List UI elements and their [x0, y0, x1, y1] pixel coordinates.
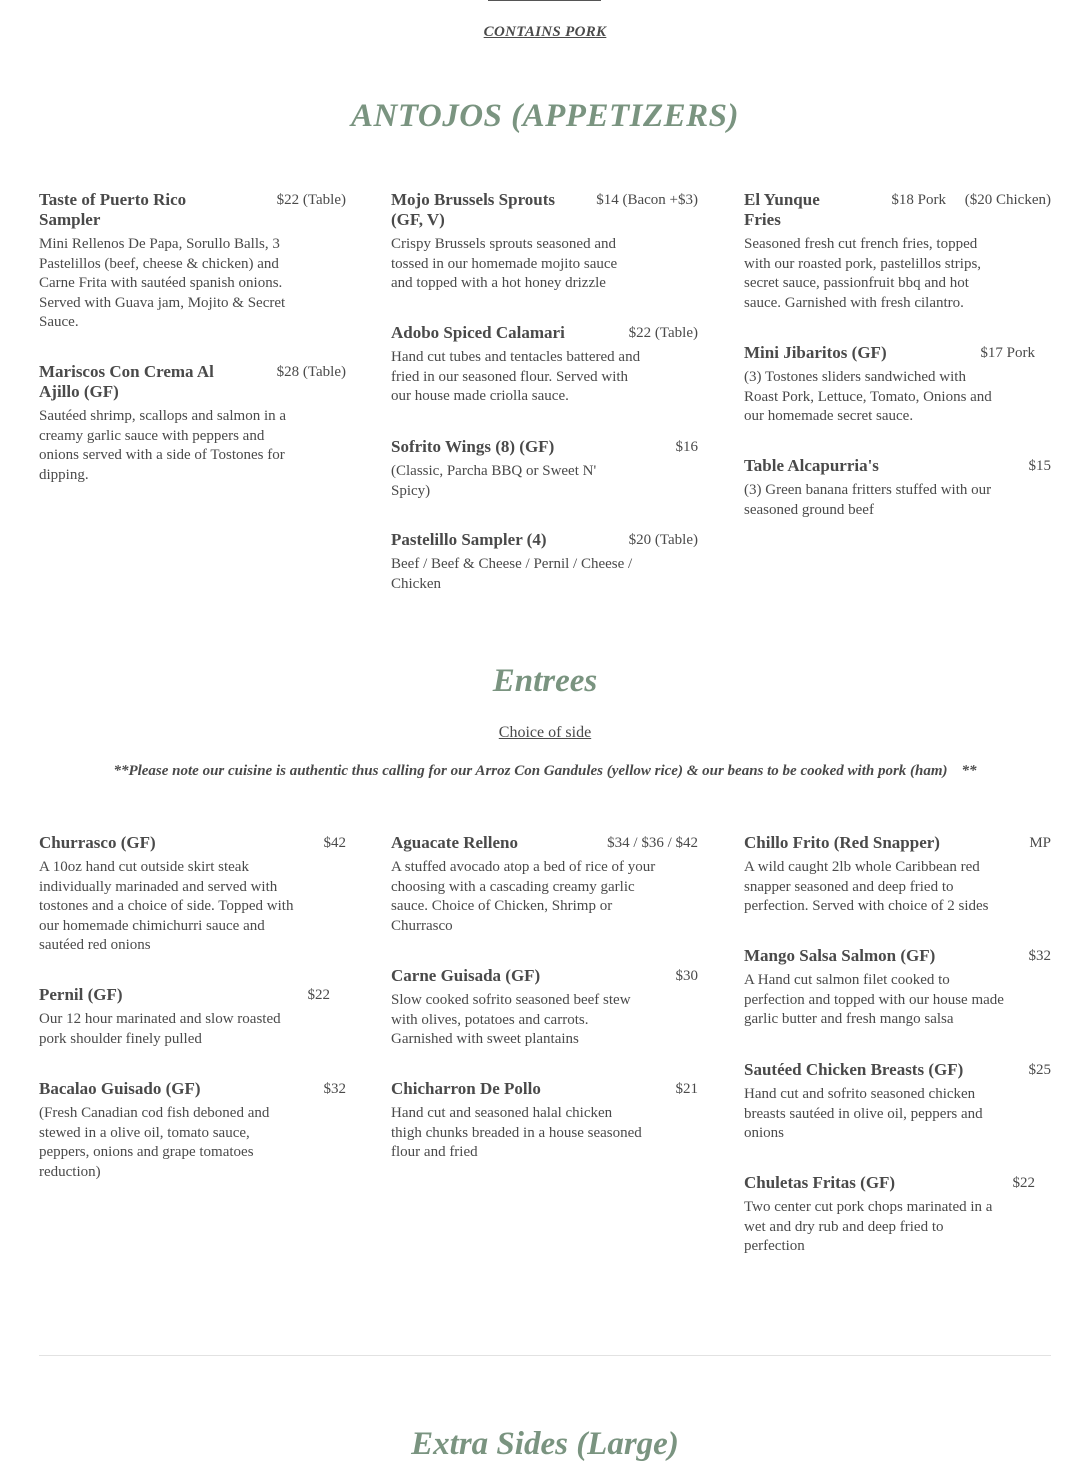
item-price: $32	[323, 1081, 346, 1097]
entrees-title: Entrees	[492, 663, 598, 699]
item-description: Hand cut tubes and tentacles battered and fried in our seasoned flour. Served with our house made criolla sauce.	[391, 349, 641, 404]
item-price: $17 Pork	[980, 345, 1035, 361]
choice-of-side-link[interactable]: Choice of side	[498, 724, 592, 741]
menu-item	[391, 530, 698, 594]
item-name: Mojo Brussels Sprouts (GF, V)	[391, 190, 556, 229]
item-description: Seasoned fresh cut french fries, topped with our roasted pork, pastelillos strips, secret sauce, passionfruit bbq and hot sauce. Garnished with fresh cilantro.	[744, 236, 982, 311]
item-price: $18 Pork ($20 Chicken)	[891, 192, 1051, 208]
item-description: A wild caught 2lb whole Caribbean red snapper seasoned and deep fried to perfection. Served with choice of 2 sides	[744, 859, 989, 914]
item-name: Mango Salsa Salmon (GF)	[744, 946, 936, 965]
item-description: Beef / Beef & Cheese / Pernil / Cheese / Chicken	[391, 556, 633, 592]
menu-item	[744, 946, 1051, 1030]
appetizers-title: ANTOJOS (APPETIZERS)	[350, 98, 740, 134]
menu-item	[391, 190, 698, 294]
item-price: $25	[1028, 1062, 1051, 1078]
item-name: Taste of Puerto Rico Sampler	[39, 190, 187, 229]
item-name: Sofrito Wings (8) (GF)	[391, 437, 555, 456]
item-price: $28 (Table)	[276, 364, 346, 380]
menu-item	[39, 833, 346, 956]
item-price: $16	[675, 439, 698, 455]
note-text: **Please note our cuisine is authentic thus calling for our Arroz Con Gandules (yellow rice) & our beans to be cooked with pork (ham)	[113, 763, 948, 779]
item-description: Crispy Brussels sprouts seasoned and tossed in our homemade mojito sauce and topped with a hot honey drizzle	[391, 236, 618, 291]
item-description: (Classic, Parcha BBQ or Sweet N' Spicy)	[391, 463, 597, 499]
item-name: Bacalao Guisado (GF)	[39, 1079, 201, 1098]
item-description: Our 12 hour marinated and slow roasted pork shoulder finely pulled	[39, 1011, 281, 1047]
item-name: Aguacate Relleno	[391, 833, 519, 852]
item-price: $22	[307, 987, 330, 1003]
item-description: (Fresh Canadian cod fish deboned and stewed in a olive oil, tomato sauce, peppers, onions and grape tomatoes reduction)	[39, 1105, 270, 1180]
item-description: Sautéed shrimp, scallops and salmon in a creamy garlic sauce with peppers and onions served with a side of Tostones for dipping.	[39, 408, 287, 483]
menu-item	[391, 833, 698, 936]
item-price: $22	[1012, 1175, 1035, 1191]
item-description: Mini Rellenos De Papa, Sorullo Balls, 3 Pastelillos (beef, cheese & chicken) and Carne Frita with sautéed spanish onions. Served with Guava jam, Mojito & Secret Sauce.	[39, 236, 286, 330]
item-name: Mariscos Con Crema Al Ajillo (GF)	[39, 362, 214, 401]
item-name: Chillo Frito (Red Snapper)	[744, 833, 940, 852]
section-divider	[39, 1355, 1051, 1356]
menu-item	[744, 190, 1051, 313]
item-description: Hand cut and sofrito seasoned chicken breasts sautéed in olive oil, peppers and onions	[744, 1086, 983, 1141]
menu-item	[39, 190, 346, 333]
item-name: Pastelillo Sampler (4)	[391, 530, 547, 549]
item-price: $14 (Bacon +$3)	[596, 192, 698, 208]
menu-item	[39, 362, 346, 485]
item-name: Adobo Spiced Calamari	[391, 323, 565, 342]
item-price: $15	[1028, 458, 1051, 474]
menu-item	[391, 966, 698, 1050]
item-price: $21	[675, 1081, 698, 1097]
menu-item	[391, 1079, 698, 1163]
item-price: $42	[323, 835, 346, 851]
extra-sides-title: Extra Sides (Large)	[411, 1426, 679, 1462]
item-description: A Hand cut salmon filet cooked to perfection and topped with our house made garlic butter and fresh mango salsa	[744, 972, 1004, 1027]
item-name: Chuletas Fritas (GF)	[744, 1173, 896, 1192]
item-name: El Yunque Fries	[744, 190, 820, 229]
menu-item	[744, 1173, 1035, 1257]
item-name: Churrasco (GF)	[39, 833, 156, 852]
item-description: Hand cut and seasoned halal chicken thigh chunks breaded in a house seasoned flour and fried	[391, 1105, 642, 1160]
item-description: (3) Green banana fritters stuffed with our seasoned ground beef	[744, 482, 992, 518]
item-name: Mini Jibaritos (GF)	[744, 343, 887, 362]
item-price: $22 (Table)	[628, 325, 698, 341]
item-name: Table Alcapurria's	[744, 456, 879, 475]
item-price: $30	[675, 968, 698, 984]
menu-item	[391, 437, 698, 501]
item-description: A stuffed avocado atop a bed of rice of your choosing with a cascading creamy garlic sauce. Choice of Chicken, Shrimp or Churrasco	[391, 859, 656, 934]
item-name: Pernil (GF)	[39, 985, 123, 1004]
item-description: A 10oz hand cut outside skirt steak individually marinaded and served with tostones and a choice of side. Topped with our homemade chimichurri sauce and sautéed red onions	[39, 859, 294, 953]
menu-item	[391, 323, 698, 407]
menu-item	[744, 833, 1051, 917]
item-name: Sautéed Chicken Breasts (GF)	[744, 1060, 964, 1079]
item-price: $32	[1028, 948, 1051, 964]
menu-item	[744, 456, 1051, 520]
item-name: Carne Guisada (GF)	[391, 966, 541, 985]
item-description: (3) Tostones sliders sandwiched with Roast Pork, Lettuce, Tomato, Onions and our homemade secret sauce.	[744, 369, 992, 424]
item-name: Chicharron De Pollo	[391, 1079, 541, 1098]
item-price: $34 / $36 / $42	[607, 835, 698, 851]
pork-cuisine-note	[0, 763, 1090, 780]
note-tail: **	[961, 763, 977, 779]
menu-item	[744, 343, 1035, 427]
item-price: $20 (Table)	[628, 532, 698, 548]
item-price: MP	[1029, 835, 1051, 851]
item-description: Slow cooked sofrito seasoned beef stew with olives, potatoes and carrots. Garnished with sweet plantains	[391, 992, 631, 1047]
item-description: Two center cut pork chops marinated in a wet and dry rub and deep fried to perfection	[744, 1199, 993, 1254]
menu-item	[39, 1079, 346, 1182]
menu-item	[39, 985, 330, 1049]
item-price: $22 (Table)	[276, 192, 346, 208]
top-divider-line	[488, 0, 601, 1]
menu-item	[744, 1060, 1051, 1144]
contains-pork-note: CONTAINS PORK	[483, 24, 607, 40]
